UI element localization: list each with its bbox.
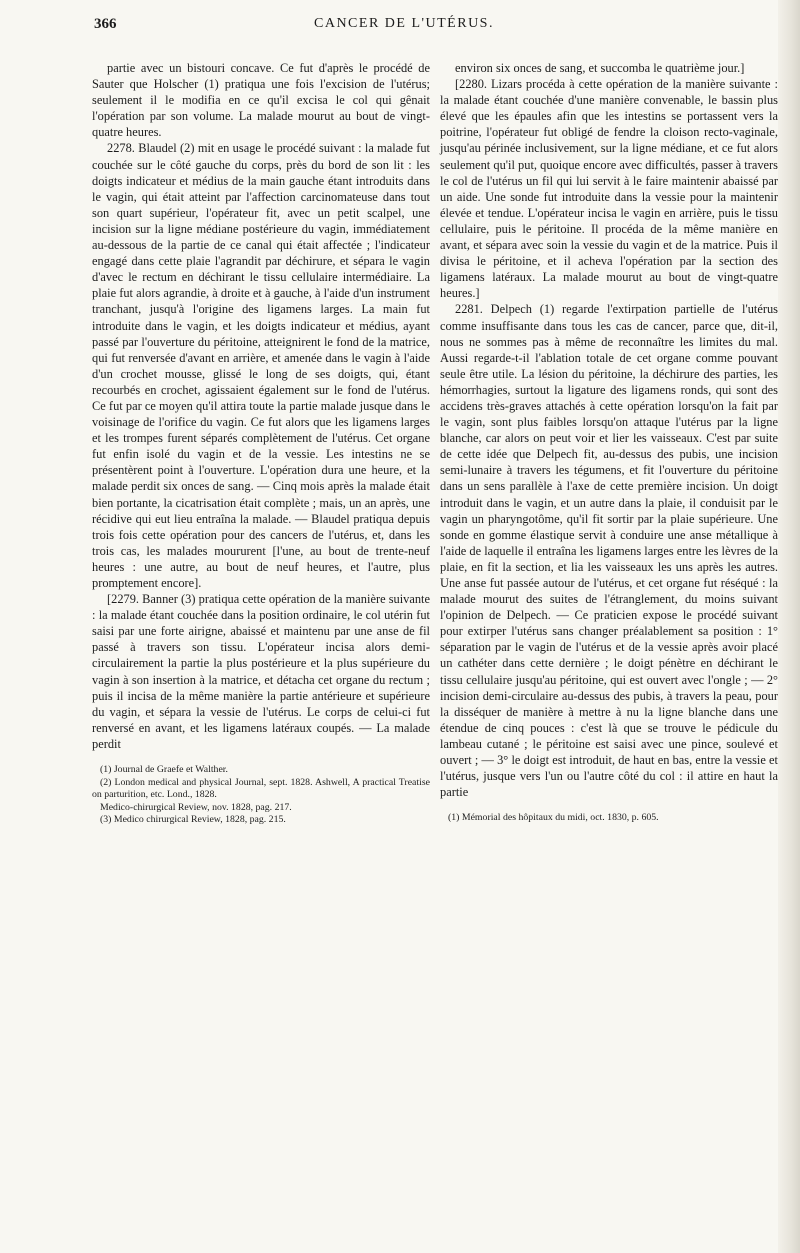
page-edge <box>778 0 800 1253</box>
footnote: Medico-chirurgical Review, nov. 1828, pag. 217. <box>100 801 292 813</box>
paragraph: 2278. Blaudel (2) mit en usage le procédé suivant : la malade fut couchée sur le côté gauche du corps, près du bord de son lit : les doigts indicateur et médius de la main gauche étant introduits dans le vagin, qui était atteint par l'affection carcinomateuse dans tout son quart supérieur, l'opérateur fit, avec un petit scalpel, une incision sur la ligne médiane postérieure du vagin, immédiatement au-dessous de la partie de ce canal qui était affectée ; l'indicateur engagé dans cette plaie l'agrandit par déchirure, et sépara le vagin d'avec le rectum en déchirant le tissu cellulaire intermédiaire. La plaie fut alors agrandie, à droite et à gauche, à l'aide d'un instrument tranchant, jusqu'à l'origine des ligamens larges. La main fut introduite dans le vagin, et les doigts indicateur et médius, ayant passé par l'ouverture du péritoine, atteignirent le fond de la matrice, qui fut renversée d'avant en arrière, et amenée dans le vagin à l'aide d'un crochet mousse, glissé le long de ses doigts, qui, étant recourbés en crochet, agissaient également sur le fond de l'utérus. Ce fut par ce moyen qu'il attira toute la partie malade jusque dans le voisinage de l'orifice du vagin. Ce fut alors que les ligamens larges et les trompes furent séparés complètement de l'utérus. Cet organe fut enfin isolé du vagin et de la vessie. Les intestins ne se présentèrent point à l'ouverture. L'opération dura une heure, et la malade perdit six onces de sang. — Cinq mois après la malade était bien portante, la cicatrisation était complète ; mais, un an après, une récidive qui eut lieu entraîna la malade. — Blaudel pratiqua depuis trois fois cette opération pour des cancers de l'utérus, et, dans les trois cas, les malades moururent [l'une, au bout de trente-neuf heures : une autre, au bout de neuf heures, et l'autre, plus promptement encore]. <box>92 141 430 590</box>
page-number: 366 <box>94 16 117 32</box>
paragraph: 2281. Delpech (1) regarde l'extirpation partielle de l'utérus comme insuffisante dans tous les cas de cancer, parce que, dit-il, nous ne sommes pas à même de reconnaître les limites du mal. Aussi regarde-t-il l'ablation totale de cet organe comme pouvant seule être utile. La lésion du péritoine, la déchirure des parties, les hémorrhagies, surtout la ligature des ligamens ronds, qui sont des accidens très-graves attachés à cette opération lorsqu'on la fait par le vagin, sont plus faibles lorsqu'on attaque l'utérus par la ligne blanche, car alors on peut voir et lier les vaisseaux. C'est par suite de cette idée que Delpech fit, au-dessus des pubis, une incision semi-lunaire à travers les tégumens, et fit l'ouverture du péritoine dans un sens parallèle à l'axe de cette première incision. Un doigt introduit dans le vagin, et un autre dans la plaie, il conduisit par le vagin un pharyngotôme, qu'il fit sortir par la plaie supérieure. Une sonde en gomme élastique servit à conduire une anse métallique à l'aide de laquelle il entraîna les ligamens larges entre les lèvres de la plaie, en fit la section, et lia les vaisseaux les uns après les autres. Une anse fut passée autour de l'utérus, et cet organe fut réséqué : la malade mourut des suites de l'étranglement, du moins suivant l'opinion de Delpech. — Ce praticien expose le procédé suivant pour extirper l'utérus sans changer préalablement sa position : 1° séparation par le vagin de l'utérus et de la vessie après avoir placé un cathéter dans cette dernière ; le doigt pénètre en déchirant le tissu cellulaire jusqu'au péritoine, qui est ouvert avec l'ongle ; — 2° incision demi-circulaire au-dessus des pubis, à travers la peau, pour la disséquer de manière à mettre à nu la ligne blanche dans une étendue de cinq pouces : c'est là que se trouve le pédicule du lambeau cutané ; le péritoine est saisi avec une pince, soulevé et ouvert ; — 3° le doigt est introduit, de haut en bas, entre la vessie et l'utérus, jusque vers l'un ou l'autre côté du col : il attire en haut la partie <box>440 302 778 800</box>
running-title: CANCER DE L'UTÉRUS. <box>314 16 494 31</box>
paragraph: [2279. Banner (3) pratiqua cette opération de la manière suivante : la malade étant couchée dans la position ordinaire, le col utérin fut saisi par une forte airigne, abaissé et maintenu par une anse de fil passé à travers son tissu. L'opérateur incisa alors demi-circulairement la partie la plus postérieure et la plus supérieure du vagin à son insertion à la matrice, et détacha cet organe du rectum ; puis il incisa de la même manière la partie antérieure et supérieure du vagin, et sépara la vessie de l'utérus. Le corps de celui-ci fut renversé en avant, et les ligamens latéraux coupés. — La malade perdit <box>92 592 430 751</box>
page-header <box>94 16 714 40</box>
paragraph: [2280. Lizars procéda à cette opération de la manière suivante : la malade étant couchée d'une manière convenable, le bassin plus élevé que les épaules afin que les intestins se portassent vers la poitrine, l'opérateur fut obligé de fendre la cloison recto-vaginale, jusqu'au périnée inclusivement, sur la ligne médiane, et ce fut alors seulement qu'il put, quoique encore avec difficultés, passer à travers le col de l'utérus un fil qui lui servit à le faire maintenir abaissé par un aide. Une sonde fut introduite dans la vessie pour la maintenir élevée et tendue. L'opérateur incisa le vagin en arrière, puis le tissu cellulaire, puis le péritoine. Il procéda de la même manière en avant, et sépara avec soin la vessie du vagin et de la matrice. Puis il divisa le péritoine, et il acheva l'opération par la section des ligamens latéraux. La malade mourut au bout de vingt-quatre heures.] <box>440 77 778 301</box>
footnotes <box>440 812 778 825</box>
paragraph: environ six onces de sang, et succomba le quatrième jour.] <box>455 61 745 75</box>
paragraph: partie avec un bistouri concave. Ce fut d'après le procédé de Sauter que Holscher (1) pratiqua une fois l'excision de l'utérus; seulement il le modifia en ce qu'il excisa le col qui gênait l'opération par son volume. La malade mourut au bout de vingt-quatre heures. <box>92 61 430 140</box>
left-column <box>92 60 430 827</box>
footnote: (2) London medical and physical Journal, sept. 1828. Ashwell, A practical Treatise on parturition, etc. Lond., 1828. <box>92 776 430 801</box>
footnote: (3) Medico chirurgical Review, 1828, pag. 215. <box>100 814 286 826</box>
footnote: (1) Journal de Graefe et Walther. <box>100 764 228 776</box>
footnotes <box>92 764 430 827</box>
right-column <box>440 60 778 825</box>
footnote: (1) Mémorial des hôpitaux du midi, oct. 1830, p. 605. <box>448 812 659 824</box>
